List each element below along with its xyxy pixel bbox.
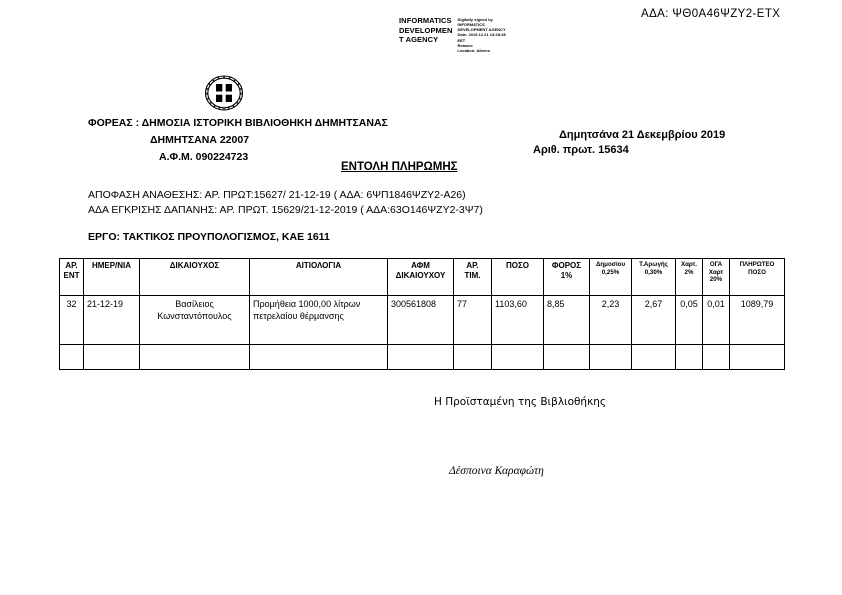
col-header-ar-ent-l1: ΑΡ.: [65, 261, 78, 270]
protocol-number: Αριθ. πρωτ. 15634: [533, 144, 629, 156]
organization-block: [88, 115, 388, 166]
coat-of-arms-emblem: [202, 71, 246, 115]
cell-stamp-duty: 0,05: [676, 296, 703, 345]
cell-stamp-duty: [676, 345, 703, 370]
cell-payable: 1089,79: [730, 296, 785, 345]
organization-address: ΔΗΜΗΤΣΑΝΑ 22007: [150, 134, 250, 146]
col-header-tax: [544, 259, 590, 296]
cell-relief-fund: [632, 345, 676, 370]
col-header-invoice-no: [454, 259, 492, 296]
col-header-tax-l2: 1%: [560, 270, 573, 280]
col-header-reason: [250, 259, 388, 296]
cell-amount: 1103,60: [492, 296, 544, 345]
cell-reason: Προμήθεια 1000,00 λίτρων πετρελαίου θέρμανσης: [250, 296, 388, 345]
cell-ar-ent: [60, 345, 84, 370]
col-header-date: [84, 259, 140, 296]
signer-name: Δέσποινα Καραφώτη: [449, 465, 544, 477]
col-header-oga-stamp-l2: Χαρτ: [708, 268, 724, 276]
cell-payable: [730, 345, 785, 370]
col-header-oga-stamp: [703, 259, 730, 296]
col-header-public-fund: [590, 259, 632, 296]
col-header-relief-fund-l1: Τ.Αρωγής: [639, 261, 668, 268]
col-header-afm-l2: ΔΙΚΑΙΟΥΧΟΥ: [395, 270, 446, 280]
signature-details: Digitally signed by INFORMATICS DEVELOPMENT AGENCY Date: 2019.12.21 13:28:38 EET Reason: Location: Athens: [457, 17, 506, 53]
col-header-ar-ent: [60, 259, 84, 296]
table-row: [60, 345, 785, 370]
col-header-payable: [730, 259, 785, 296]
cell-afm: 300561808: [388, 296, 454, 345]
page-title: ΕΝΤΟΛΗ ΠΛΗΡΩΜΗΣ: [341, 161, 458, 173]
cell-payee: [140, 345, 250, 370]
col-header-reason-l1: ΑΙΤΙΟΛΟΓΙΑ: [295, 261, 342, 270]
col-header-amount-l1: ΠΟΣΟ: [505, 261, 530, 270]
col-header-stamp-duty: [676, 259, 703, 296]
cell-invoice-no: 77: [454, 296, 492, 345]
cell-invoice-no: [454, 345, 492, 370]
col-header-relief-fund: [632, 259, 676, 296]
cell-reason: [250, 345, 388, 370]
col-header-ar-ent-l2: ΕΝΤ: [63, 270, 80, 280]
col-header-relief-fund-l2: 0,30%: [644, 268, 663, 276]
ada-code: ΑΔΑ: ΨΘ0Α46ΨΖΥ2-ΕΤΧ: [641, 8, 781, 20]
cell-oga-stamp: 0,01: [703, 296, 730, 345]
assignment-decision-line: ΑΠΟΦΑΣΗ ΑΝΑΘΕΣΗΣ: ΑΡ. ΠΡΩΤ:15627/ 21-12-19 ( ΑΔΑ: 6ΨΠ1846ΨΖΥ2-Α26): [88, 189, 466, 201]
cell-public-fund: [590, 345, 632, 370]
col-header-afm: [388, 259, 454, 296]
col-header-payee-l1: ΔΙΚΑΙΟΥΧΟΣ: [169, 261, 220, 270]
signer-title: Η Προϊσταμένη της Βιβλιοθήκης: [434, 396, 607, 408]
col-header-stamp-duty-l2: 2%: [684, 268, 694, 276]
table-row: [60, 296, 785, 345]
payment-table: [59, 258, 785, 370]
table-header-row: [60, 259, 785, 296]
col-header-invoice-no-l2: ΤΙΜ.: [464, 270, 481, 280]
col-header-public-fund-l2: 0,25%: [601, 268, 620, 276]
cell-relief-fund: 2,67: [632, 296, 676, 345]
col-header-payee: [140, 259, 250, 296]
col-header-oga-stamp-l1: ΟΓΑ: [709, 261, 723, 268]
digital-signature-stamp: [399, 16, 506, 53]
cell-payee: Βασίλειος Κωνσταντόπουλος: [140, 296, 250, 345]
signature-agency-name: INFORMATICS DEVELOPMEN T AGENCY: [399, 16, 453, 45]
col-header-public-fund-l1: Δημοσίου: [595, 261, 626, 268]
col-header-stamp-duty-l1: Χαρτ.: [680, 261, 698, 268]
cell-date: [84, 345, 140, 370]
col-header-invoice-no-l1: ΑΡ.: [466, 261, 479, 270]
cell-afm: [388, 345, 454, 370]
col-header-afm-l1: ΑΦΜ: [411, 261, 430, 270]
organization-name: ΦΟΡΕΑΣ : ΔΗΜΟΣΙΑ ΙΣΤΟΡΙΚΗ ΒΙΒΛΙΟΘΗΚΗ ΔΗΜΗΤΣΑΝΑΣ: [88, 117, 388, 129]
cell-ar-ent: 32: [60, 296, 84, 345]
place-and-date: Δημητσάνα 21 Δεκεμβρίου 2019: [559, 129, 726, 141]
col-header-oga-stamp-l3: 20%: [709, 276, 723, 284]
cell-oga-stamp: [703, 345, 730, 370]
cell-tax: [544, 345, 590, 370]
cell-amount: [492, 345, 544, 370]
cell-tax: 8,85: [544, 296, 590, 345]
cell-public-fund: 2,23: [590, 296, 632, 345]
col-header-date-l1: ΗΜΕΡ/ΝΙΑ: [91, 261, 132, 270]
col-header-amount: [492, 259, 544, 296]
expense-approval-line: ΑΔΑ ΕΓΚΡΙΣΗΣ ΔΑΠΑΝΗΣ: ΑΡ. ΠΡΩΤ. 15629/21-12-2019 ( ΑΔΑ:63Ο146ΨΖΥ2-3Ψ7): [88, 203, 483, 216]
decision-references: [88, 188, 483, 218]
col-header-payable-l1: ΠΛΗΡΩΤΕΟ ΠΟΣΟ: [739, 261, 775, 276]
cell-date: 21-12-19: [84, 296, 140, 345]
organization-tax-id: Α.Φ.Μ. 090224723: [159, 151, 249, 163]
project-line: ΕΡΓΟ: ΤΑΚΤΙΚΟΣ ΠΡΟΥΠΟΛΟΓΙΣΜΟΣ, ΚΑΕ 1611: [88, 231, 330, 243]
col-header-tax-l1: ΦΟΡΟΣ: [551, 261, 582, 270]
